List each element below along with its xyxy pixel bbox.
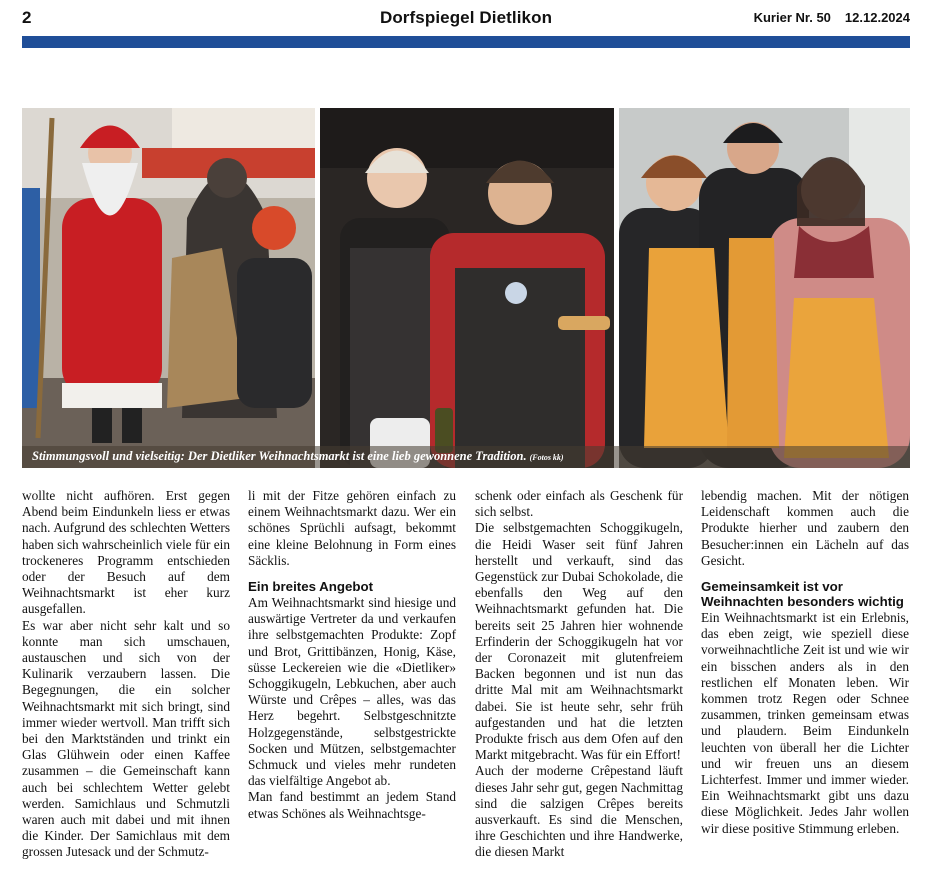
market-stall-photo (320, 108, 614, 468)
issue-date: 12.12.2024 (844, 10, 910, 25)
publication-title: Dorfspiegel Dietlikon (379, 8, 553, 27)
article-column-1 (22, 488, 230, 861)
article-column-3 (475, 488, 683, 861)
photo-caption (32, 449, 564, 464)
photo-strip (22, 108, 910, 468)
paragraph: wollte nicht aufhören. Erst gegen Abend beim Eindunkeln liess er etwas nach. Aufgrund des schlechten Wetters haben sich wahrscheinlich viele für ein trockeneres Programm entschieden oder der Besuch auf dem Weihnachtsmarkt ist eher kurz ausgefallen. (22, 488, 230, 617)
page-number: 2 (22, 8, 32, 27)
article-column-4 (701, 488, 909, 837)
paragraph: Es war aber nicht sehr kalt und so konnte man sich umschauen, austauschen und sich von der Kulinarik verzaubern lassen. Die Begegnungen, die ein solcher Weihnachtsmarkt mit sich bringt, sind immer wieder wertvoll. Man trifft sich bei den Marktständen und trinkt ein Glas Glühwein oder einen Kaffee zusammen – die Gemeinschaft kann auch bei schlechtem Wetter gelebt werden. Samichlaus und Schmutzli waren auch mit dabei und mit ihnen die Kinder. Der Samichlaus mit dem grossen Jutesack und der Schmutz- (22, 617, 230, 860)
paragraph: lebendig machen. Mit der nötigen Leidenschaft kommen auch die Produkte hierher und zaubern den Besucher:innen ein Lächeln auf das Gesicht. (701, 488, 909, 568)
paragraph: Man fand bestimmt an jedem Stand etwas Schönes als Weihnachtsge- (248, 789, 456, 821)
issue-info (754, 10, 910, 25)
header-rule (22, 36, 910, 48)
subheading-gemeinsamkeit: Gemeinsamkeit ist vor Weihnachten besonders wichtig (701, 579, 904, 610)
issue-number: Kurier Nr. 50 (753, 10, 831, 25)
paragraph: Die selbstgemachten Schoggikugeln, die Heidi Waser seit fünf Jahren herstellt und verkauft, sind das Gegenstück zur Dubai Schokolade, die ebenfalls den Weg auf den Weihnachtsmarkt gefunden hat. Die bereits seit 25 Jahren hier wohnende Erfinderin der Schoggikugeln hat vor der Coronazeit mit glutenfreiem Backen begonnen und ist nun das dritte Mal mit am Weihnachtsmarkt dabei. Sie ist heute sehr, sehr früh aufgestanden und hat die letzten Produkte frisch aus dem Ofen auf den Markt mitgebracht. Was für ein Effort! (475, 520, 683, 763)
paragraph: Ein Weihnachtsmarkt ist ein Erlebnis, das eben zeigt, wie speziell diese vorweihnachtliche Zeit ist und wie wir ein bisschen anders als in den restlichen elf Monaten leben. Wir kommen trotz Regen oder Schnee zusammen, trinken gemeinsam etwas und plaudern. Beim Eindunkeln leuchten von überall her die Lichter und wir freuen uns an diesem Lichterfest. Immer und immer wieder. Ein Weihnachtsmarkt gibt uns dazu diese Möglichkeit. Jedes Jahr wollen wir diese positive Stimmung erleben. (701, 610, 909, 836)
subheading-angebot: Ein breites Angebot (248, 579, 374, 595)
photo-credit: (Fotos kk) (529, 453, 564, 462)
paragraph: Am Weihnachtsmarkt sind hiesige und auswärtige Vertreter da und verkaufen ihre selbstgemachten Produkte: Zopf und Brot, Grittibänzen, Honig, Käse, süsse Leckereien wie die «Dietliker» Schoggikugeln, Lebkuchen, aber auch Würste und Crêpes – alles, was das Herz begehrt. Selbstgeschnitzte Holzgegenstände, selbstgestrickte Socken und Mützen, selbstgemachter Schmuck und vieles mehr rundeten das vielfältige Angebot ab. (248, 595, 456, 789)
caption-text: Stimmungsvoll und vielseitig: Der Dietliker Weihnachtsmarkt ist eine lieb gewonnene Tradition. (32, 449, 527, 463)
paragraph: li mit der Fitze gehören einfach zu einem Weihnachtsmarkt dazu. Wer ein schönes Sprüchli aufsagt, bekommt eine kleine Belohnung in Form eines Säcklis. (248, 488, 456, 568)
paragraph: schenk oder einfach als Geschenk für sich selbst. (475, 488, 683, 520)
volunteers-photo (619, 108, 910, 468)
page-header (22, 8, 910, 32)
photo-caption-bar (22, 446, 910, 468)
paragraph: Auch der moderne Crêpestand läuft dieses Jahr sehr gut, gegen Nachmittag sind die salzigen Crêpes bereits ausverkauft. Es sind die Menschen, ihre Geschichten und ihre Handwerke, die diesen Markt (475, 763, 683, 860)
samichlaus-photo (22, 108, 315, 468)
article-column-2 (248, 488, 456, 822)
